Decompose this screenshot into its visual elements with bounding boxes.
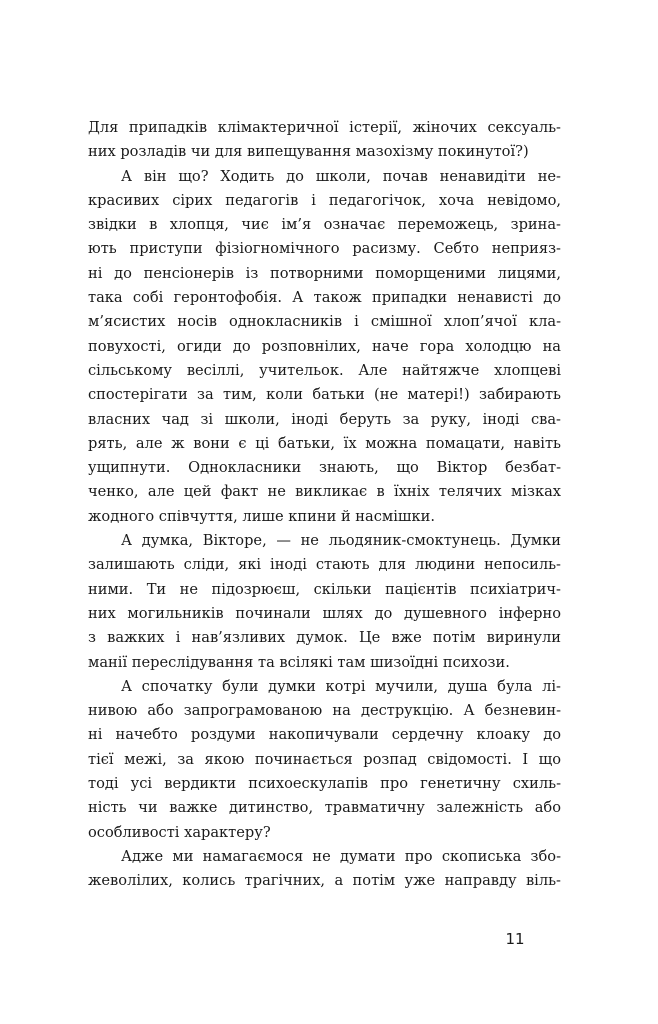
paragraph [88, 675, 561, 845]
text-line: рять, але ж вони є ці батьки, їх можна помацати, навіть [88, 434, 561, 452]
text-line: них могильників починали шлях до душевного інферно [88, 604, 561, 622]
text-line: ченко, але цей факт не викликає в їхніх телячих мізках [88, 483, 561, 501]
text-line: ні до пенсіонерів із потворними поморщеними лицями, [88, 264, 561, 282]
text-line: залишають сліди, які іноді стають для людини непосиль- [88, 556, 561, 574]
paragraph [88, 116, 561, 165]
text-line: особливості характеру? [88, 823, 271, 841]
paragraph [88, 529, 561, 675]
text-line: манії переслідування та всілякі там шизоїдні психози. [88, 653, 510, 671]
text-line: власних чад зі школи, іноді беруть за руку, іноді сва- [88, 410, 561, 428]
text-line: звідки в хлопця, чиє ім’я означає переможець, зрина- [88, 216, 561, 234]
text-line: жеволілих, колись трагічних, а потім уже направду віль- [88, 872, 561, 890]
text-line: сільському весіллі, учительок. Але найтяжче хлопцеві [88, 361, 561, 379]
text-line: ність чи важке дитинство, травматичну залежність або [88, 799, 561, 817]
text-line: тоді усі вердикти психоескулапів про генетичну схиль- [88, 775, 561, 793]
text-line: така собі геронтофобія. А також припадки ненависті до [88, 289, 561, 307]
text-line: тієї межі, за якою починається розпад свідомості. І що [88, 750, 561, 768]
body-text [88, 116, 561, 894]
text-line: Для припадків клімактеричної істерії, жіночих сексуаль- [88, 119, 561, 136]
text-line: Адже ми намагаємося не думати про скописька збо- [121, 847, 561, 865]
text-line: з важких і нав’язливих думок. Це вже потім виринули [88, 629, 561, 647]
text-line: жодного співчуття, лише кпини й насмішки. [88, 507, 435, 525]
text-line: спостерігати за тим, коли батьки (не матері!) забирають [88, 386, 561, 404]
paragraph [88, 845, 561, 894]
text-line: красивих сірих педагогів і педагогічок, хоча невідомо, [88, 191, 561, 209]
text-line: них розладів чи для випещування мазохізму покинутої?) [88, 143, 529, 161]
text-line: А спочатку були думки котрі мучили, душа була лі- [121, 677, 561, 695]
text-line: ють приступи фізіогномічного расизму. Себто неприяз- [88, 240, 561, 258]
text-line: А думка, Вікторе, — не льодяник-смоктунець. Думки [121, 532, 561, 550]
text-line: ущипнути. Однокласники знають, що Віктор безбат- [88, 459, 561, 477]
text-line: ні начебто роздуми накопичували сердечну клоаку до [88, 726, 561, 744]
text-line: повухості, огиди до розповнілих, наче гора холодцю на [88, 337, 561, 355]
text-line: ними. Ти не підозрюєш, скільки пацієнтів психіатрич- [88, 580, 561, 598]
text-line: м’ясистих носів однокласників і смішної хлоп’ячої кла- [88, 313, 561, 331]
paragraph [88, 165, 561, 529]
text-line: нивою або запрограмованою на деструкцію. А безневин- [88, 702, 561, 720]
page-number: 11 [505, 930, 525, 948]
text-line: А він що? Ходить до школи, почав ненавидіти не- [121, 167, 561, 185]
